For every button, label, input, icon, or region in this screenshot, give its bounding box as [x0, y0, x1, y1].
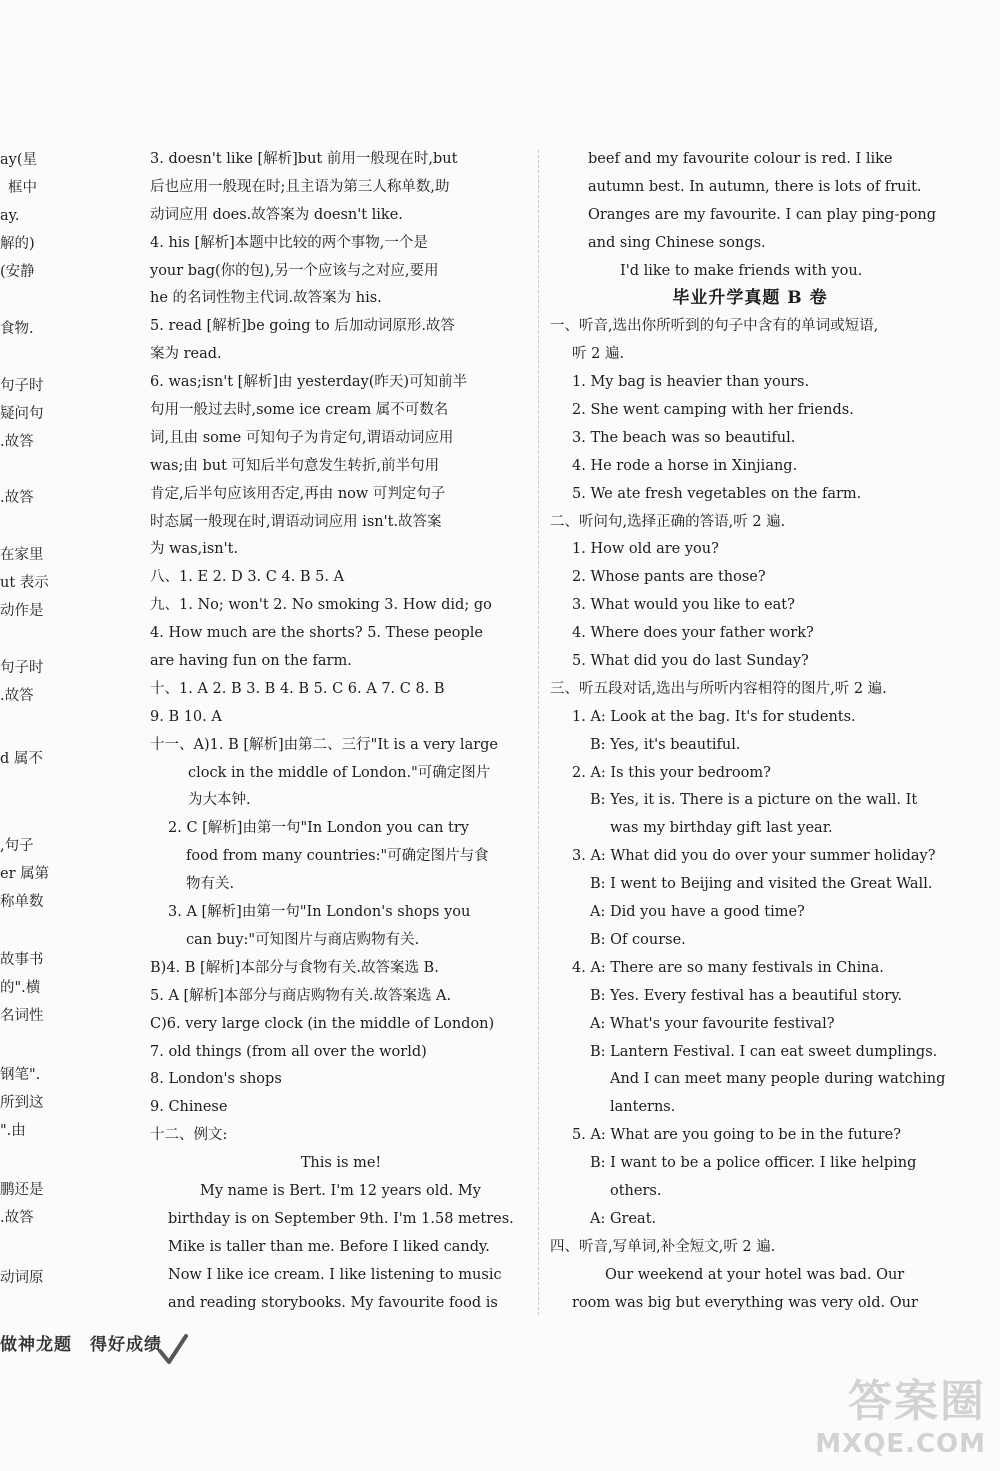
right-line: A: Great.	[590, 1210, 657, 1227]
left-fragment-line: 名词性	[0, 1008, 44, 1024]
middle-line: C)6. very large clock (in the middle of London)	[150, 1015, 495, 1032]
left-fragment-line: 所到这	[0, 1095, 44, 1111]
middle-line: 7. old things (from all over the world)	[150, 1043, 427, 1060]
middle-line: 物有关.	[186, 876, 235, 893]
right-line: B: Lantern Festival. I can eat sweet dumplings.	[590, 1043, 938, 1060]
right-line: 3. What would you like to eat?	[572, 597, 795, 614]
left-fragment-line: 故事书	[0, 952, 44, 968]
middle-line: 9. B 10. A	[150, 708, 222, 725]
middle-line: 5. read [解析]be going to 后加动词原形.故答	[150, 318, 455, 335]
right-line: B: Yes. Every festival has a beautiful story.	[590, 987, 903, 1004]
left-fragment-line: .故答	[0, 688, 34, 704]
left-fragment-line: (安静	[0, 264, 35, 280]
right-line: And I can meet many people during watching	[610, 1071, 946, 1088]
left-fragment-line: ut 表示	[0, 575, 49, 591]
right-line: Oranges are my favourite. I can play ping-pong	[588, 206, 936, 223]
right-line: 三、听五段对话,选出与所听内容相符的图片,听 2 遍.	[550, 680, 887, 697]
middle-line: 九、1. No; won't 2. No smoking 3. How did; go	[150, 597, 492, 614]
middle-line: 为 was,isn't.	[150, 541, 239, 558]
left-fragment-line: 称单数	[0, 894, 44, 910]
middle-line: 为大本钟.	[188, 792, 251, 809]
right-line: B: I want to be a police officer. I like helping	[590, 1155, 917, 1172]
right-line: B: Yes, it is. There is a picture on the wall. It	[590, 792, 918, 809]
middle-line: Mike is taller than me. Before I liked candy.	[168, 1238, 490, 1255]
watermark-logo-text: 答案圈	[848, 1376, 986, 1427]
middle-line: Now I like ice cream. I like listening to music	[168, 1266, 502, 1283]
right-line: B: Yes, it's beautiful.	[590, 736, 741, 753]
right-line: Our weekend at your hotel was bad. Our	[605, 1266, 905, 1283]
middle-line: are having fun on the farm.	[150, 653, 352, 670]
middle-line: 时态属一般现在时,谓语动词应用 isn't.故答案	[150, 513, 442, 530]
middle-line: 肯定,后半句应该用否定,再由 now 可判定句子	[150, 485, 446, 502]
middle-line: was;由 but 可知后半句意发生转折,前半句用	[150, 457, 440, 474]
middle-line: 十一、A)1. B [解析]由第二、三行"It is a very large	[150, 736, 499, 753]
left-fragment-line: .故答	[0, 490, 34, 506]
footer-right-text: 得好成绩	[90, 1335, 162, 1355]
right-line: 4. He rode a horse in Xinjiang.	[572, 457, 798, 474]
middle-line: 3. doesn't like [解析]but 前用一般现在时,but	[150, 151, 458, 167]
left-fragment-line: 在家里	[0, 547, 44, 563]
left-fragment-line: 句子时	[0, 378, 44, 394]
right-column	[550, 146, 950, 1317]
middle-line: and reading storybooks. My favourite food is	[168, 1294, 498, 1311]
middle-line: 4. his [解析]本题中比较的两个事物,一个是	[150, 234, 428, 251]
right-line: 4. Where does your father work?	[572, 625, 814, 642]
right-line: lanterns.	[610, 1099, 676, 1116]
section-title: 毕业升学真题 B 卷	[672, 288, 828, 309]
right-line: 听 2 遍.	[572, 346, 625, 363]
right-line: and sing Chinese songs.	[588, 234, 766, 251]
middle-line: clock in the middle of London."可确定图片	[188, 764, 491, 781]
left-fragment-line: .故答	[0, 1210, 34, 1226]
right-line: beef and my favourite colour is red. I like	[588, 151, 893, 167]
left-fragment-line: er 属第	[0, 866, 50, 882]
left-fragment-line: 的".横	[0, 980, 41, 996]
middle-line: 十、1. A 2. B 3. B 4. B 5. C 6. A 7. C 8. B	[150, 680, 445, 697]
middle-line: 5. A [解析]本部分与商店购物有关.故答案选 A.	[150, 987, 452, 1004]
right-line: 2. A: Is this your bedroom?	[572, 764, 771, 781]
right-line: others.	[610, 1182, 662, 1199]
middle-line: 词,且由 some 可知句子为肯定句,谓语动词应用	[150, 429, 454, 446]
right-line: 3. A: What did you do over your summer holiday?	[572, 848, 936, 865]
middle-line: 3. A [解析]由第一句"In London's shops you	[168, 904, 471, 921]
right-line: B: Of course.	[590, 931, 686, 948]
right-line: A: What's your favourite festival?	[590, 1015, 835, 1032]
middle-line: can buy:"可知图片与商店购物有关.	[186, 931, 420, 948]
middle-line: 案为 read.	[150, 346, 222, 363]
right-line: room was big but everything was very old. Our	[572, 1294, 918, 1311]
right-line: was my birthday gift last year.	[610, 820, 833, 837]
middle-line: 9. Chinese	[150, 1099, 228, 1116]
left-fragment-line: 句子时	[0, 660, 44, 676]
right-line: 四、听音,写单词,补全短文,听 2 遍.	[550, 1238, 776, 1255]
footer-slogan	[0, 1330, 180, 1355]
middle-line: 2. C [解析]由第一句"In London you can try	[168, 820, 469, 837]
left-fragment-line: 钢笔".	[0, 1067, 41, 1083]
right-line: 5. A: What are you going to be in the future?	[572, 1127, 901, 1144]
right-line: 二、听问句,选择正确的答语,听 2 遍.	[550, 513, 786, 530]
middle-line: My name is Bert. I'm 12 years old. My	[200, 1182, 481, 1199]
middle-line: birthday is on September 9th. I'm 1.58 metres.	[168, 1210, 514, 1227]
right-line: 2. Whose pants are those?	[572, 569, 766, 586]
right-line: 1. My bag is heavier than yours.	[572, 374, 810, 391]
left-fragment-line: ".由	[0, 1123, 26, 1139]
checkmark-icon	[158, 1333, 188, 1365]
right-line: B: I went to Beijing and visited the Great Wall.	[590, 876, 933, 893]
left-fragment-line: ay.	[0, 208, 20, 224]
middle-line: food from many countries:"可确定图片与食	[186, 848, 489, 865]
right-line: 4. A: There are so many festivals in China.	[572, 959, 884, 976]
watermark	[815, 1365, 986, 1459]
left-fragment-line: 动词原	[0, 1270, 44, 1286]
right-line: I'd like to make friends with you.	[620, 262, 863, 279]
middle-line: 八、1. E 2. D 3. C 4. B 5. A	[150, 569, 345, 586]
left-fragment-line: 框中	[8, 180, 37, 196]
middle-line: 4. How much are the shorts? 5. These people	[150, 625, 483, 642]
right-line: 3. The beach was so beautiful.	[572, 429, 796, 446]
left-fragment-line: 解的)	[0, 236, 35, 252]
middle-column	[150, 146, 532, 1317]
middle-line: your bag(你的包),另一个应该与之对应,要用	[150, 262, 439, 279]
right-line: 一、听音,选出你所听到的句子中含有的单词或短语,	[550, 318, 879, 335]
right-line: 2. She went camping with her friends.	[572, 402, 854, 419]
left-fragment-line: ,句子	[0, 838, 34, 854]
right-line: A: Did you have a good time?	[590, 904, 805, 921]
left-fragment-line: 疑问句	[0, 406, 44, 422]
middle-line: 8. London's shops	[150, 1071, 282, 1088]
middle-line: he 的名词性物主代词.故答案为 his.	[150, 290, 382, 307]
left-fragment-line: .故答	[0, 434, 34, 450]
middle-line: 十二、例文:	[150, 1127, 228, 1144]
footer-left-text: 做神龙题	[0, 1335, 72, 1355]
watermark-url: MXQE.COM	[815, 1429, 986, 1459]
right-line: 5. What did you do last Sunday?	[572, 653, 809, 670]
left-fragment-line: 鹏还是	[0, 1182, 44, 1198]
middle-line: 6. was;isn't [解析]由 yesterday(昨天)可知前半	[150, 374, 468, 391]
right-line: autumn best. In autumn, there is lots of fruit.	[588, 178, 922, 195]
middle-line: 句用一般过去时,some ice cream 属不可数名	[150, 402, 449, 419]
right-line: 5. We ate fresh vegetables on the farm.	[572, 485, 862, 502]
middle-line: B)4. B [解析]本部分与食物有关.故答案选 B.	[150, 959, 439, 976]
left-fragment-line: d 属不	[0, 751, 43, 767]
right-line: 1. How old are you?	[572, 541, 719, 558]
middle-line: 动词应用 does.故答案为 doesn't like.	[150, 206, 403, 223]
left-fragment-line: 食物.	[0, 321, 34, 337]
left-fragment-line: ay(星	[0, 152, 37, 168]
middle-line: This is me!	[300, 1155, 382, 1172]
left-fragment-line: 动作是	[0, 603, 44, 619]
middle-line: 后也应用一般现在时;且主语为第三人称单数,助	[150, 178, 450, 195]
right-line: 1. A: Look at the bag. It's for students.	[572, 708, 856, 725]
column-divider	[538, 150, 539, 1315]
